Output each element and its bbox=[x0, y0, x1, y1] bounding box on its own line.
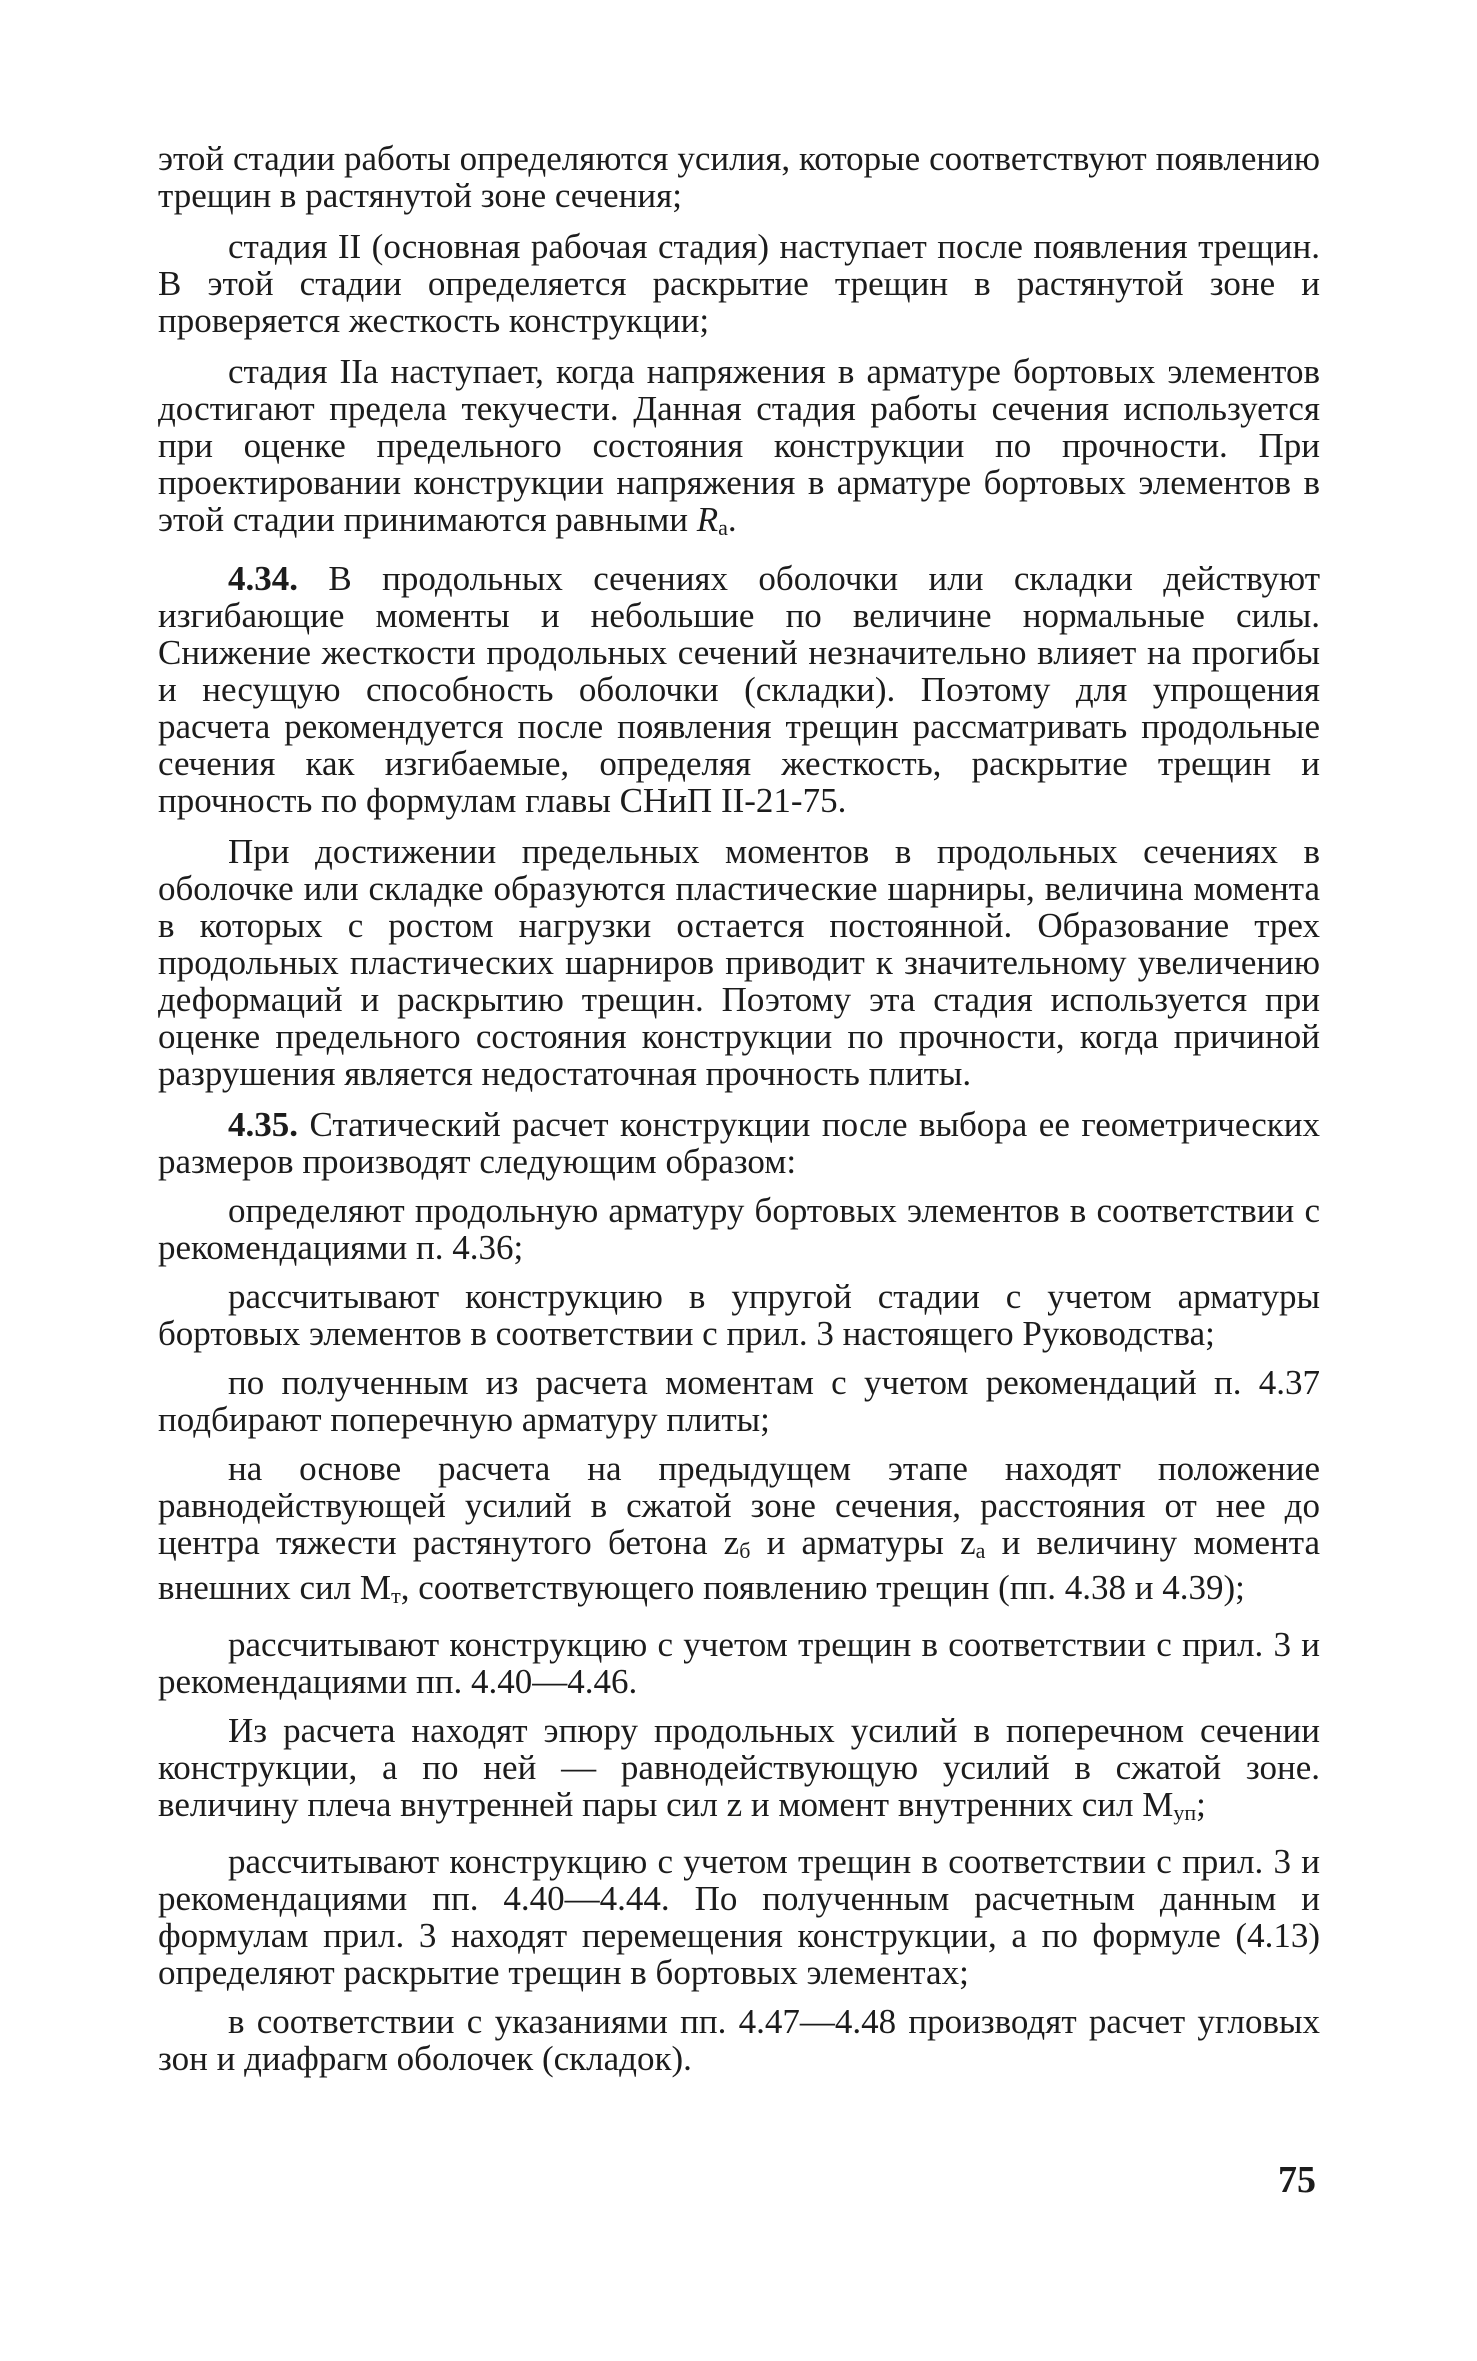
list-item: определяют продольную арматуру бортовых элементов в соответствии с рекомендациями п. 4.36; bbox=[158, 1191, 1320, 1267]
paragraph: этой стадии работы определяются усилия, которые соответствуют появлению трещин в растянутой зоне сечения; bbox=[158, 139, 1320, 215]
paragraph-section-4-34: 4.34. В продольных сечениях оболочки или складки действуют изгибающие моменты и небольшие по величине нормальные силы. Снижение жесткости продольных сечений незначительно влияет на прогибы и несущую способность оболочки (складки). Поэтому для упрощения расчета рекомендуется после появления трещин рассматривать продольные сечения как изгибаемые, определяя жесткость, раскрытие трещин и прочность по формулам главы СНиП II-21-75. bbox=[158, 559, 1320, 820]
list-item: по полученным из расчета моментам с учетом рекомендаций п. 4.37 подбирают поперечную арматуру плиты; bbox=[158, 1363, 1320, 1439]
list-item: рассчитывают конструкцию с учетом трещин в соответствии с прил. 3 и рекомендациями пп. 4.40—4.46. bbox=[158, 1625, 1320, 1701]
paragraph: стадия II (основная рабочая стадия) наступает после появления трещин. В этой стадии определяется раскрытие трещин в растянутой зоне и проверяется жесткость конструкции; bbox=[158, 227, 1320, 340]
symbol-r: R bbox=[696, 500, 719, 539]
page-number: 75 bbox=[1278, 2159, 1316, 2201]
paragraph: При достижении предельных моментов в продольных сечениях в оболочке или складке образуются пластические шарниры, величина момента в которых с ростом нагрузки остается постоянной. Образование трех продольных пластических шарниров приводит к значительному увеличению деформаций и раскрытию трещин. Поэтому эта стадия используется при оценке предельного состояния конструкции по прочности, когда причиной разрушения является недостаточная прочность плиты. bbox=[158, 832, 1320, 1093]
section-number: 4.34. bbox=[228, 559, 298, 598]
page-body bbox=[158, 140, 1320, 2089]
list-item: рассчитывают конструкцию в упругой стадии с учетом арматуры бортовых элементов в соответствии с прил. 3 настоящего Руководства; bbox=[158, 1277, 1320, 1353]
list-item: на основе расчета на предыдущем этапе находят положение равнодействующей усилий в сжатой зоне сечения, расстояния от нее до центра тяжести растянутого бетона zб и арматуры zа и величину момента внешних сил Мт, соответствующего появлению трещин (пп. 4.38 и 4.39); bbox=[158, 1449, 1320, 1608]
paragraph-section-4-35: 4.35. Статический расчет конструкции после выбора ее геометрических размеров производят следующим образом: bbox=[158, 1105, 1320, 1181]
paragraph: Из расчета находят эпюру продольных усилий в поперечном сечении конструкции, а по ней — равнодействующую усилий в сжатой зоне. величину плеча внутренней пары сил z и момент внутренних сил Муп; bbox=[158, 1711, 1320, 1825]
list-item: рассчитывают конструкцию с учетом трещин в соответствии с прил. 3 и рекомендациями пп. 4.40—4.44. По полученным расчетным данным и формулам прил. 3 находят перемещения конструкции, а по формуле (4.13) определяют раскрытие трещин в бортовых элементах; bbox=[158, 1842, 1320, 1992]
paragraph: стадия IIа наступает, когда напряжения в арматуре бортовых элементов достигают предела текучести. Данная стадия работы сечения используется при оценке предельного состояния конструкции по прочности. При проектировании конструкции напряжения в арматуре бортовых элементов в этой стадии принимаются равными Rа. bbox=[158, 352, 1320, 540]
section-number: 4.35. bbox=[228, 1105, 298, 1144]
list-item: в соответствии с указаниями пп. 4.47—4.48 производят расчет угловых зон и диафрагм оболочек (складок). bbox=[158, 2002, 1320, 2078]
